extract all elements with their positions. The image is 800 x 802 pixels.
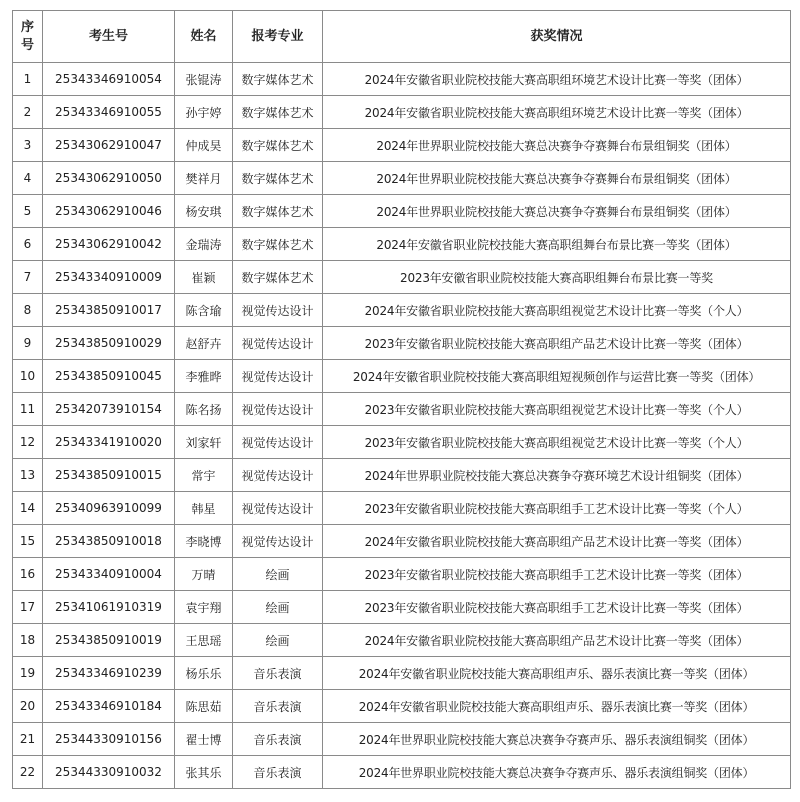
cell-award: 2024年世界职业院校技能大赛总决赛争夺赛声乐、器乐表演组铜奖（团体） [323,756,791,789]
cell-award: 2024年世界职业院校技能大赛总决赛争夺赛舞台布景组铜奖（团体） [323,129,791,162]
cell-seq: 16 [13,558,43,591]
table-row [13,162,791,195]
cell-exam-id: 25343850910019 [43,624,175,657]
cell-seq: 21 [13,723,43,756]
cell-seq: 18 [13,624,43,657]
cell-name: 韩星 [175,492,233,525]
cell-name: 仲成昊 [175,129,233,162]
cell-exam-id: 25343062910046 [43,195,175,228]
cell-major: 音乐表演 [233,723,323,756]
cell-exam-id: 25343850910015 [43,459,175,492]
cell-exam-id: 25341061910319 [43,591,175,624]
cell-name: 樊祥月 [175,162,233,195]
header-row [13,11,791,63]
table-row [13,492,791,525]
table-body [13,63,791,789]
cell-name: 陈含瑜 [175,294,233,327]
cell-major: 音乐表演 [233,690,323,723]
cell-name: 翟士博 [175,723,233,756]
cell-seq: 5 [13,195,43,228]
table-row [13,558,791,591]
cell-award: 2024年安徽省职业院校技能大赛高职组舞台布景比赛一等奖（团体） [323,228,791,261]
table-row [13,459,791,492]
cell-award: 2024年安徽省职业院校技能大赛高职组声乐、器乐表演比赛一等奖（团体） [323,657,791,690]
table-row [13,690,791,723]
cell-seq: 13 [13,459,43,492]
cell-major: 绘画 [233,624,323,657]
cell-major: 视觉传达设计 [233,426,323,459]
cell-award: 2024年世界职业院校技能大赛总决赛争夺赛环境艺术设计组铜奖（团体） [323,459,791,492]
cell-award: 2023年安徽省职业院校技能大赛高职组视觉艺术设计比赛一等奖（个人） [323,426,791,459]
cell-name: 李雅晔 [175,360,233,393]
cell-name: 常宇 [175,459,233,492]
header-major: 报考专业 [233,11,323,63]
table-row [13,261,791,294]
cell-exam-id: 25343346910055 [43,96,175,129]
cell-major: 数字媒体艺术 [233,261,323,294]
cell-major: 数字媒体艺术 [233,96,323,129]
table-row [13,129,791,162]
cell-major: 绘画 [233,591,323,624]
cell-award: 2024年安徽省职业院校技能大赛高职组声乐、器乐表演比赛一等奖（团体） [323,690,791,723]
award-table [12,10,791,789]
cell-seq: 14 [13,492,43,525]
cell-award: 2023年安徽省职业院校技能大赛高职组产品艺术设计比赛一等奖（团体） [323,327,791,360]
cell-seq: 22 [13,756,43,789]
cell-seq: 8 [13,294,43,327]
cell-name: 陈思茹 [175,690,233,723]
header-seq-line1: 序 [20,19,34,35]
table-row [13,591,791,624]
cell-major: 数字媒体艺术 [233,129,323,162]
cell-exam-id: 25340963910099 [43,492,175,525]
cell-exam-id: 25343346910184 [43,690,175,723]
cell-award: 2024年世界职业院校技能大赛总决赛争夺赛舞台布景组铜奖（团体） [323,162,791,195]
cell-major: 数字媒体艺术 [233,162,323,195]
cell-name: 杨安琪 [175,195,233,228]
table-row [13,327,791,360]
cell-award: 2024年安徽省职业院校技能大赛高职组产品艺术设计比赛一等奖（团体） [323,624,791,657]
table-row [13,723,791,756]
cell-name: 崔颖 [175,261,233,294]
table-row [13,360,791,393]
cell-major: 视觉传达设计 [233,525,323,558]
cell-award: 2023年安徽省职业院校技能大赛高职组手工艺术设计比赛一等奖（团体） [323,558,791,591]
cell-seq: 19 [13,657,43,690]
cell-seq: 11 [13,393,43,426]
table-row [13,63,791,96]
cell-seq: 15 [13,525,43,558]
cell-exam-id: 25343062910047 [43,129,175,162]
cell-seq: 2 [13,96,43,129]
header-seq [13,11,43,63]
cell-seq: 4 [13,162,43,195]
cell-name: 刘家轩 [175,426,233,459]
cell-seq: 20 [13,690,43,723]
table-header [13,11,791,63]
cell-major: 数字媒体艺术 [233,195,323,228]
cell-award: 2024年安徽省职业院校技能大赛高职组视觉艺术设计比赛一等奖（个人） [323,294,791,327]
cell-exam-id: 25343850910045 [43,360,175,393]
cell-seq: 1 [13,63,43,96]
cell-exam-id: 25343062910050 [43,162,175,195]
cell-name: 李晓博 [175,525,233,558]
cell-exam-id: 25343850910018 [43,525,175,558]
cell-name: 王思瑶 [175,624,233,657]
table-row [13,195,791,228]
cell-award: 2024年安徽省职业院校技能大赛高职组环境艺术设计比赛一等奖（团体） [323,96,791,129]
cell-seq: 3 [13,129,43,162]
cell-name: 金瑞涛 [175,228,233,261]
cell-award: 2024年安徽省职业院校技能大赛高职组环境艺术设计比赛一等奖（团体） [323,63,791,96]
cell-name: 张锟涛 [175,63,233,96]
cell-name: 杨乐乐 [175,657,233,690]
table-row [13,657,791,690]
cell-major: 音乐表演 [233,756,323,789]
cell-seq: 17 [13,591,43,624]
cell-name: 袁宇翔 [175,591,233,624]
cell-award: 2024年安徽省职业院校技能大赛高职组短视频创作与运营比赛一等奖（团体） [323,360,791,393]
cell-seq: 7 [13,261,43,294]
table-row [13,294,791,327]
cell-exam-id: 25343341910020 [43,426,175,459]
cell-exam-id: 25343340910009 [43,261,175,294]
cell-award: 2023年安徽省职业院校技能大赛高职组视觉艺术设计比赛一等奖（个人） [323,393,791,426]
cell-seq: 9 [13,327,43,360]
cell-award: 2023年安徽省职业院校技能大赛高职组舞台布景比赛一等奖 [323,261,791,294]
cell-major: 数字媒体艺术 [233,63,323,96]
header-seq-line2: 号 [20,37,34,53]
table-row [13,756,791,789]
cell-exam-id: 25342073910154 [43,393,175,426]
table-row [13,393,791,426]
cell-exam-id: 25344330910032 [43,756,175,789]
cell-award: 2024年世界职业院校技能大赛总决赛争夺赛声乐、器乐表演组铜奖（团体） [323,723,791,756]
cell-exam-id: 25343850910029 [43,327,175,360]
header-exam-id: 考生号 [43,11,175,63]
cell-award: 2023年安徽省职业院校技能大赛高职组手工艺术设计比赛一等奖（团体） [323,591,791,624]
cell-name: 张其乐 [175,756,233,789]
cell-major: 数字媒体艺术 [233,228,323,261]
table-row [13,525,791,558]
cell-major: 音乐表演 [233,657,323,690]
header-name: 姓名 [175,11,233,63]
cell-award: 2024年安徽省职业院校技能大赛高职组产品艺术设计比赛一等奖（团体） [323,525,791,558]
table-row [13,228,791,261]
cell-exam-id: 25343346910239 [43,657,175,690]
cell-seq: 12 [13,426,43,459]
cell-name: 赵舒卉 [175,327,233,360]
header-award: 获奖情况 [323,11,791,63]
table-row [13,426,791,459]
cell-name: 万晴 [175,558,233,591]
cell-seq: 10 [13,360,43,393]
cell-major: 视觉传达设计 [233,327,323,360]
cell-award: 2024年世界职业院校技能大赛总决赛争夺赛舞台布景组铜奖（团体） [323,195,791,228]
cell-exam-id: 25343850910017 [43,294,175,327]
cell-name: 孙宇婷 [175,96,233,129]
cell-major: 视觉传达设计 [233,492,323,525]
cell-name: 陈名扬 [175,393,233,426]
table-row [13,624,791,657]
cell-seq: 6 [13,228,43,261]
cell-major: 视觉传达设计 [233,294,323,327]
table-row [13,96,791,129]
cell-major: 绘画 [233,558,323,591]
cell-award: 2023年安徽省职业院校技能大赛高职组手工艺术设计比赛一等奖（个人） [323,492,791,525]
cell-major: 视觉传达设计 [233,459,323,492]
cell-exam-id: 25343346910054 [43,63,175,96]
cell-exam-id: 25343062910042 [43,228,175,261]
cell-major: 视觉传达设计 [233,393,323,426]
cell-major: 视觉传达设计 [233,360,323,393]
cell-exam-id: 25344330910156 [43,723,175,756]
cell-exam-id: 25343340910004 [43,558,175,591]
